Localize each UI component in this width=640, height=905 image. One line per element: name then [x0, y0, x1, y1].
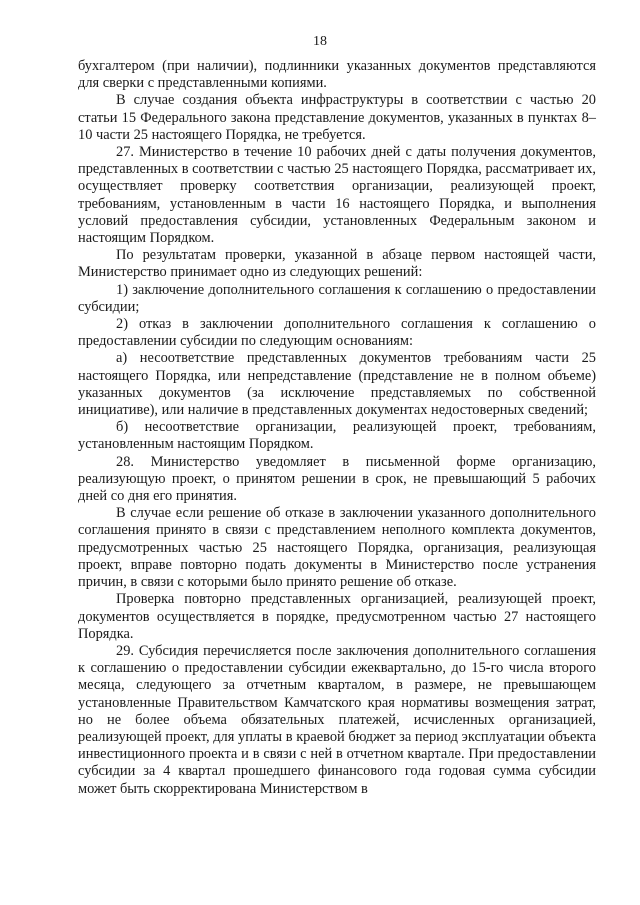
paragraph: По результатам проверки, указанной в абзаце первом настоящей части, Министерство принимает одно из следующих решений: — [78, 247, 596, 281]
paragraph: 27. Министерство в течение 10 рабочих дней с даты получения документов, представленных в соответствии с частью 25 настоящего Порядка, рассматривает их, осуществляет проверку соответствия организации, реализующей проект, требованиям, установленным в части 16 настоящего Порядка, и выполнения условий предоставления субсидии, установленных Федеральным законом и настоящим Порядком. — [78, 144, 596, 247]
paragraph: а) несоответствие представленных документов требованиям части 25 настоящего Порядка, или непредставление (представление не в полном объеме) указанных документов (за исключение представляемых по собственной инициативе), или наличие в представленных документах недостоверных сведений; — [78, 350, 596, 419]
paragraph: 1) заключение дополнительного соглашения к соглашению о предоставлении субсидии; — [78, 281, 596, 315]
paragraph: В случае если решение об отказе в заключении указанного дополнительного соглашения принято в связи с представлением неполного комплекта документов, предусмотренных частью 25 настоящего Порядка, организация, реализующая проект, вправе повторно подать документы в Министерство после устранения причин, в связи с которыми было принято решение об отказе. — [78, 505, 596, 591]
paragraph: 28. Министерство уведомляет в письменной форме организацию, реализующую проект, о принятом решении в срок, не превышающий 5 рабочих дней со дня его принятия. — [78, 453, 596, 505]
page-number: 18 — [313, 34, 327, 49]
paragraph: Проверка повторно представленных организацией, реализующей проект, документов осуществляется в порядке, предусмотренном частью 27 настоящего Порядка. — [78, 591, 596, 642]
document-body — [78, 58, 596, 798]
paragraph: б) несоответствие организации, реализующей проект, требованиям, установленным настоящим Порядком. — [78, 419, 596, 453]
paragraph: В случае создания объекта инфраструктуры в соответствии с частью 20 статьи 15 Федерального закона представление документов, указанных в пунктах 8–10 части 25 настоящего Порядка, не требуется. — [78, 92, 596, 143]
paragraph: бухгалтером (при наличии), подлинники указанных документов представляются для сверки с представленными копиями. — [78, 58, 596, 92]
paragraph: 2) отказ в заключении дополнительного соглашения к соглашению о предоставлении субсидии по следующим основаниям: — [78, 316, 596, 350]
paragraph: 29. Субсидия перечисляется после заключения дополнительного соглашения к соглашению о предоставлении субсидии ежеквартально, до 15-го числа второго месяца, следующего за отчетным кварталом, в размере, не превышающем установленные Правительством Камчатского края нормативы возмещения затрат, но не более объема обязательных платежей, исчисленных организацией, реализующей проект, для уплаты в краевой бюджет за период эксплуатации объекта инвестиционного проекта и в связи с ней в отчетном квартале. При предоставлении субсидии за 4 квартал прошедшего финансового года годовая сумма субсидии может быть скорректирована Министерством в — [78, 642, 596, 797]
